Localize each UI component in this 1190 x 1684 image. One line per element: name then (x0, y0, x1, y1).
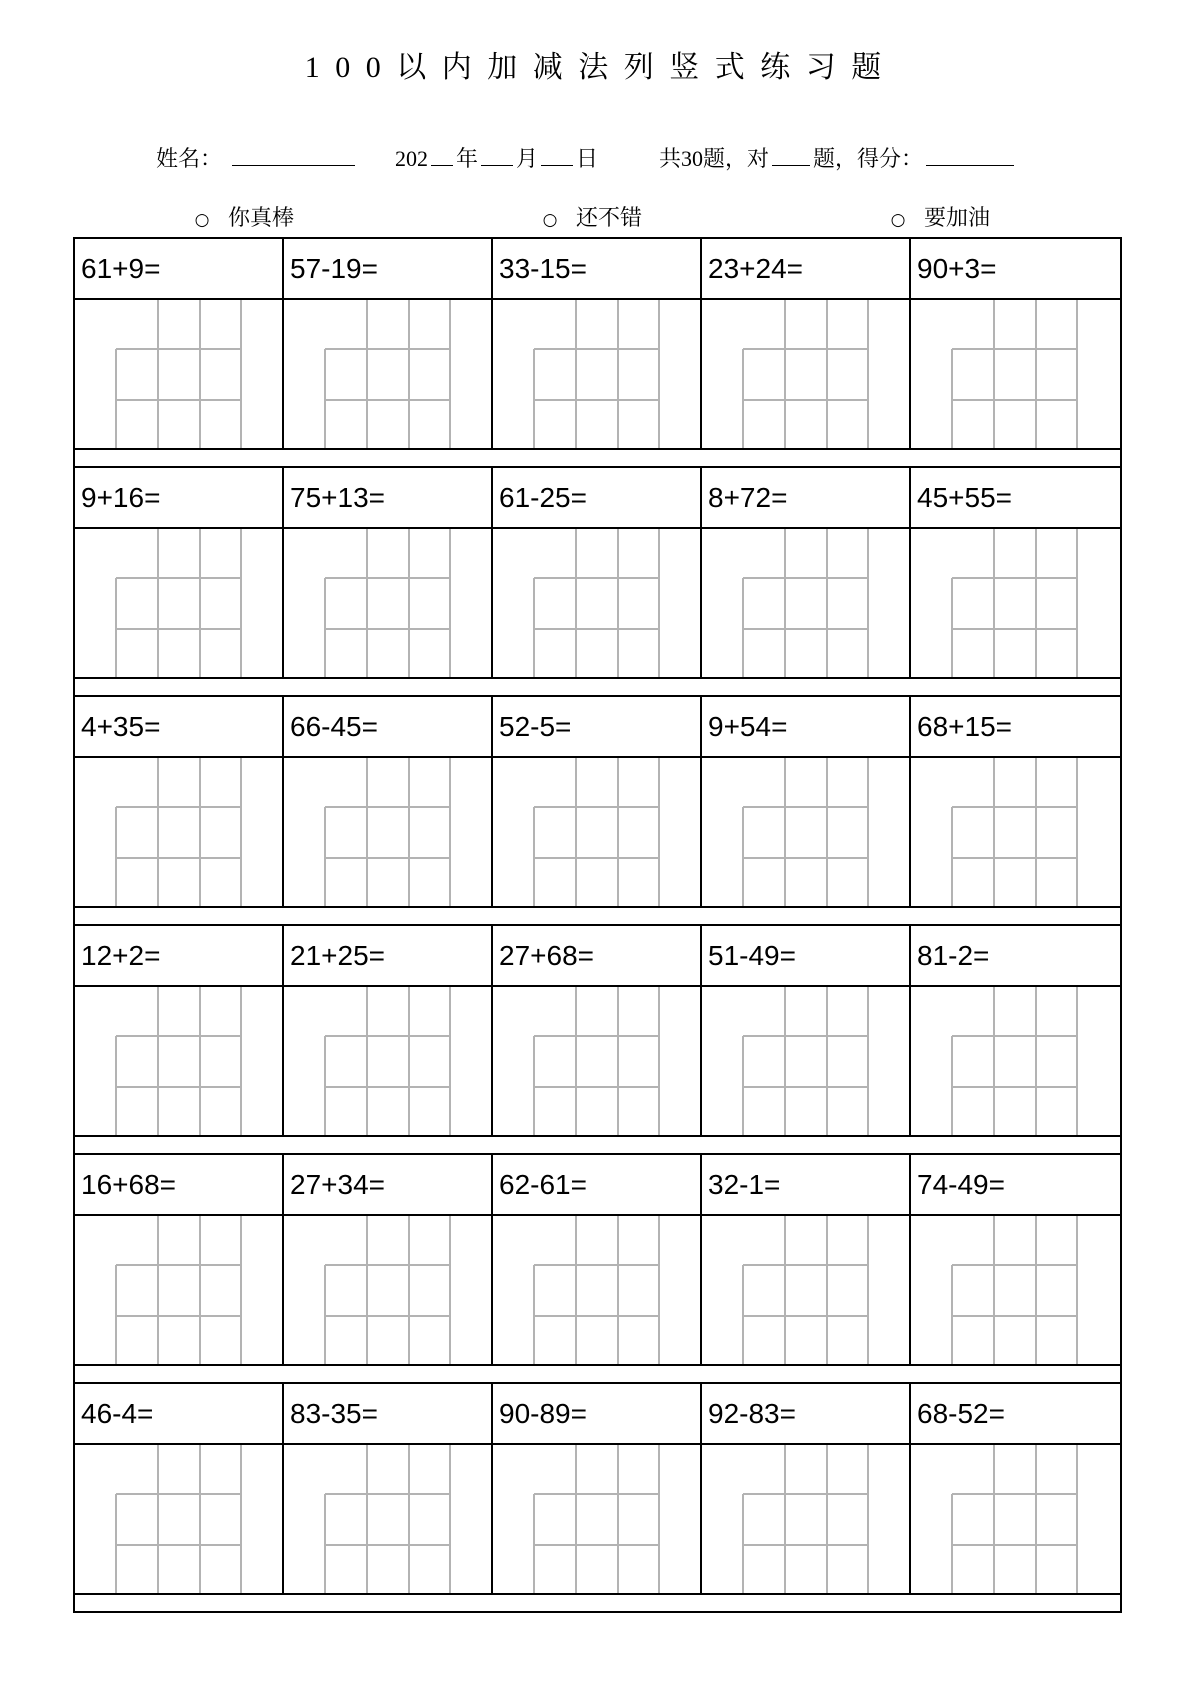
problem-cell (284, 239, 493, 298)
answer-cell (911, 987, 1120, 1135)
problem-cell (702, 926, 911, 985)
problem-cell (75, 1384, 284, 1443)
answer-cell (702, 987, 911, 1135)
answer-grid (493, 758, 700, 906)
answer-grid (911, 758, 1118, 906)
problem-cell (75, 239, 284, 298)
answer-cell (911, 758, 1120, 906)
answer-grid (493, 300, 700, 448)
day-blank (541, 147, 573, 166)
rating-label: 还不错 (576, 205, 643, 230)
answer-cell (75, 987, 284, 1135)
score-field (659, 143, 1014, 175)
rating-label: 要加油 (924, 205, 991, 230)
answer-grid (493, 529, 700, 677)
answer-grid (911, 1216, 1118, 1364)
year-label: 年 (456, 146, 479, 171)
problem-text: 4+35= (81, 711, 161, 742)
answer-grid (493, 1445, 700, 1593)
problem-cell (911, 468, 1120, 527)
answer-cell (493, 987, 702, 1135)
problem-text: 90-89= (499, 1398, 587, 1429)
answer-cell (284, 1445, 493, 1593)
answer-grid (702, 300, 909, 448)
answer-cell (493, 529, 702, 677)
name-label: 姓名： (156, 146, 223, 171)
answer-row (75, 1216, 1120, 1366)
answer-cell (284, 758, 493, 906)
score-blank (926, 147, 1014, 166)
problem-text: 9+16= (81, 482, 161, 513)
problem-text: 27+34= (290, 1169, 385, 1200)
answer-cell (702, 758, 911, 906)
problem-text: 27+68= (499, 940, 594, 971)
problem-text: 81-2= (917, 940, 990, 971)
problem-row (75, 926, 1120, 987)
problem-text: 61-25= (499, 482, 587, 513)
answer-grid (911, 1445, 1118, 1593)
problem-text: 74-49= (917, 1169, 1005, 1200)
answer-cell (702, 1445, 911, 1593)
answer-row (75, 758, 1120, 908)
problem-cell (493, 468, 702, 527)
problem-cell (702, 468, 911, 527)
row-separator (75, 679, 1120, 695)
problem-text: 46-4= (81, 1398, 154, 1429)
problem-table (73, 237, 1122, 1613)
problem-row (75, 697, 1120, 758)
page-title: 1 0 0 以 内 加 减 法 列 竖 式 练 习 题 (304, 51, 886, 84)
total-label: 共30题，对 (659, 146, 770, 171)
answer-grid (75, 1445, 282, 1593)
name-field (156, 143, 355, 175)
answer-cell (911, 300, 1120, 448)
problem-text: 51-49= (708, 940, 796, 971)
problem-text: 21+25= (290, 940, 385, 971)
answer-grid (911, 987, 1118, 1135)
problem-row (75, 468, 1120, 529)
problem-block (75, 466, 1120, 695)
problem-text: 8+72= (708, 482, 788, 513)
answer-cell (284, 529, 493, 677)
problem-cell (75, 926, 284, 985)
answer-cell (75, 1216, 284, 1364)
answer-grid (284, 1216, 491, 1364)
answer-grid (75, 300, 282, 448)
problem-cell (75, 468, 284, 527)
problem-block (75, 695, 1120, 924)
problem-text: 32-1= (708, 1169, 781, 1200)
problem-cell (702, 239, 911, 298)
answer-cell (493, 1216, 702, 1364)
problem-text: 45+55= (917, 482, 1012, 513)
answer-grid (284, 987, 491, 1135)
problem-cell (702, 1155, 911, 1214)
answer-cell (702, 300, 911, 448)
answer-cell (75, 758, 284, 906)
score-label: 题，得分： (813, 146, 924, 171)
answer-grid (911, 300, 1118, 448)
problem-block (75, 1153, 1120, 1382)
problem-text: 16+68= (81, 1169, 176, 1200)
problem-cell (702, 1384, 911, 1443)
answer-cell (493, 1445, 702, 1593)
answer-cell (75, 1445, 284, 1593)
answer-grid (702, 758, 909, 906)
day-label: 日 (576, 146, 599, 171)
problem-text: 9+54= (708, 711, 788, 742)
rating-try-harder (889, 203, 990, 233)
problem-text: 90+3= (917, 253, 997, 284)
date-field (395, 143, 598, 175)
problem-text: 57-19= (290, 253, 378, 284)
problem-text: 92-83= (708, 1398, 796, 1429)
problem-cell (284, 468, 493, 527)
answer-cell (284, 987, 493, 1135)
problem-text: 68+15= (917, 711, 1012, 742)
problem-text: 12+2= (81, 940, 161, 971)
answer-grid (75, 758, 282, 906)
answer-grid (702, 529, 909, 677)
answer-cell (284, 300, 493, 448)
answer-grid (911, 529, 1118, 677)
problem-text: 23+24= (708, 253, 803, 284)
answer-cell (75, 529, 284, 677)
problem-cell (284, 926, 493, 985)
circle-icon: ○ (890, 210, 906, 230)
answer-cell (284, 1216, 493, 1364)
problem-cell (911, 1384, 1120, 1443)
answer-grid (702, 1445, 909, 1593)
answer-row (75, 529, 1120, 679)
answer-row (75, 300, 1120, 450)
problem-text: 68-52= (917, 1398, 1005, 1429)
row-separator (75, 1595, 1120, 1611)
row-separator (75, 1137, 1120, 1153)
problem-text: 83-35= (290, 1398, 378, 1429)
problem-text: 66-45= (290, 711, 378, 742)
problem-row (75, 1384, 1120, 1445)
correct-blank (772, 147, 810, 166)
row-separator (75, 1366, 1120, 1382)
problem-cell (284, 1155, 493, 1214)
answer-grid (284, 300, 491, 448)
answer-grid (702, 987, 909, 1135)
month-blank (481, 147, 513, 166)
year-blank (431, 147, 453, 166)
row-separator (75, 908, 1120, 924)
answer-grid (75, 1216, 282, 1364)
answer-cell (911, 1216, 1120, 1364)
problem-cell (284, 1384, 493, 1443)
circle-icon: ○ (542, 210, 558, 230)
problem-cell (493, 1155, 702, 1214)
problem-cell (911, 239, 1120, 298)
answer-grid (75, 987, 282, 1135)
answer-cell (493, 300, 702, 448)
answer-row (75, 987, 1120, 1137)
problem-text: 75+13= (290, 482, 385, 513)
problem-text: 33-15= (499, 253, 587, 284)
problem-block (75, 924, 1120, 1153)
problem-cell (75, 1155, 284, 1214)
problem-cell (493, 1384, 702, 1443)
problem-row (75, 1155, 1120, 1216)
answer-cell (75, 300, 284, 448)
circle-icon: ○ (194, 210, 210, 230)
problem-cell (911, 697, 1120, 756)
problem-text: 52-5= (499, 711, 572, 742)
rating-great (193, 203, 294, 233)
answer-grid (702, 1216, 909, 1364)
problem-block (75, 1382, 1120, 1611)
answer-grid (75, 529, 282, 677)
problem-text: 62-61= (499, 1169, 587, 1200)
row-separator (75, 450, 1120, 466)
rating-good (541, 203, 642, 233)
rating-label: 你真棒 (228, 205, 295, 230)
answer-cell (911, 529, 1120, 677)
problem-cell (493, 926, 702, 985)
problem-cell (284, 697, 493, 756)
answer-cell (493, 758, 702, 906)
problem-cell (75, 697, 284, 756)
problem-cell (702, 697, 911, 756)
answer-cell (911, 1445, 1120, 1593)
answer-grid (493, 987, 700, 1135)
year-prefix: 202 (395, 146, 428, 171)
problem-row (75, 239, 1120, 300)
answer-grid (284, 758, 491, 906)
problem-cell (493, 239, 702, 298)
answer-row (75, 1445, 1120, 1595)
name-blank (232, 147, 355, 166)
problem-cell (493, 697, 702, 756)
problem-cell (911, 926, 1120, 985)
answer-grid (284, 529, 491, 677)
problem-text: 61+9= (81, 253, 161, 284)
problem-block (75, 237, 1120, 466)
answer-grid (493, 1216, 700, 1364)
month-label: 月 (516, 146, 539, 171)
answer-cell (702, 1216, 911, 1364)
answer-cell (702, 529, 911, 677)
answer-grid (284, 1445, 491, 1593)
problem-cell (911, 1155, 1120, 1214)
